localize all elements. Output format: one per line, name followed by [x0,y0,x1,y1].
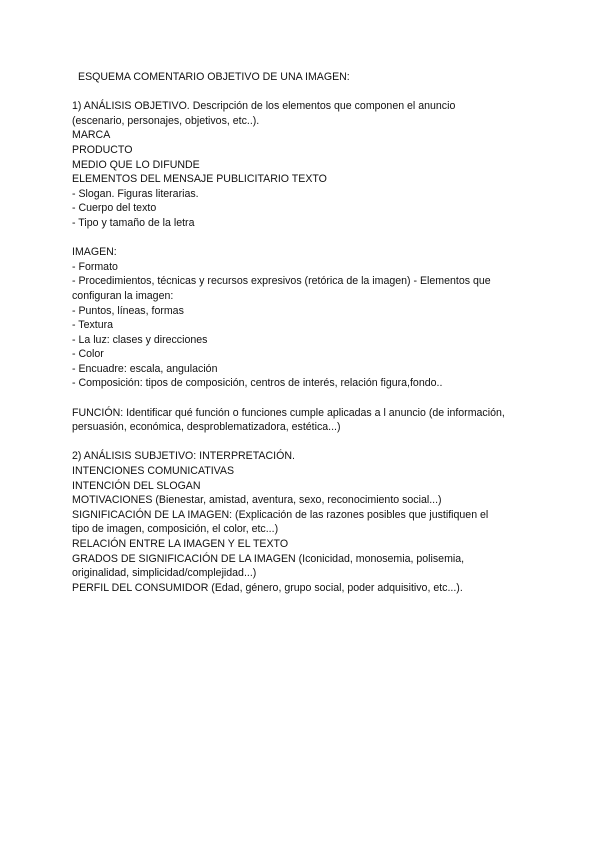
list-item-composicion: - Composición: tipos de composición, centros de interés, relación figura,fondo.. [72,377,443,390]
list-item-slogan: - Slogan. Figuras literarias. [72,187,199,200]
list-item-intenciones: INTENCIONES COMUNICATIVAS [72,465,235,478]
list-item-medio: MEDIO QUE LO DIFUNDE [72,158,200,171]
list-item-grados: GRADOS DE SIGNIFICACIÓN DE LA IMAGEN (Iconicidad, monosemia, polisemia, [72,552,465,565]
list-item-marca: MARCA [72,129,111,142]
spacer [72,231,542,246]
list-item-elementos-texto: ELEMENTOS DEL MENSAJE PUBLICITARIO TEXTO [72,173,327,186]
list-item-producto: PRODUCTO [72,143,133,156]
imagen-heading: IMAGEN: [72,246,117,259]
list-item-cuerpo: - Cuerpo del texto [72,202,157,215]
list-item-puntos: - Puntos, líneas, formas [72,304,184,317]
spacer [72,85,542,100]
list-item-formato: - Formato [72,260,118,273]
list-item-significacion-cont: tipo de imagen, composición, el color, etc...) [72,523,279,536]
list-item-color: - Color [72,348,104,361]
document-title: ESQUEMA COMENTARIO OBJETIVO DE UNA IMAGEN: [78,71,350,83]
list-item-luz: - La luz: clases y direcciones [72,333,208,346]
list-item-relacion: RELACIÓN ENTRE LA IMAGEN Y EL TEXTO [72,538,289,550]
list-item-significacion: SIGNIFICACIÓN DE LA IMAGEN: (Explicación de las razones posibles que justifiquen el [72,508,489,521]
list-item-encuadre: - Encuadre: escala, angulación [72,362,218,375]
list-item-grados-cont: originalidad, simplicidad/complejidad...) [72,567,257,580]
section1-heading: 1) ANÁLISIS OBJETIVO. Descripción de los elementos que componen el anuncio [72,100,456,113]
list-item-procedimientos: - Procedimientos, técnicas y recursos expresivos (retórica de la imagen) - Elementos que [72,275,491,288]
spacer [72,391,542,406]
list-item-textura: - Textura [72,319,114,332]
spacer [72,435,542,450]
list-item-procedimientos-cont: configuran la imagen: [72,289,174,302]
list-item-motivaciones: MOTIVACIONES (Bienestar, amistad, aventura, sexo, reconocimiento social...) [72,494,442,507]
funcion-paragraph-cont: persuasión, económica, desproblematizadora, estética...) [72,421,341,434]
list-item-intencion-slogan: INTENCIÓN DEL SLOGAN [72,479,201,492]
section2-heading: 2) ANÁLISIS SUBJETIVO: INTERPRETACIÓN. [72,450,295,463]
funcion-paragraph: FUNCIÓN: Identificar qué función o funciones cumple aplicadas a l anuncio (de información, [72,406,505,419]
list-item-tipo-letra: - Tipo y tamaño de la letra [72,216,195,229]
document-body [72,70,542,595]
list-item-perfil: PERFIL DEL CONSUMIDOR (Edad, género, grupo social, poder adquisitivo, etc...). [72,581,463,594]
section1-heading-cont: (escenario, personajes, objetivos, etc..). [72,114,260,127]
